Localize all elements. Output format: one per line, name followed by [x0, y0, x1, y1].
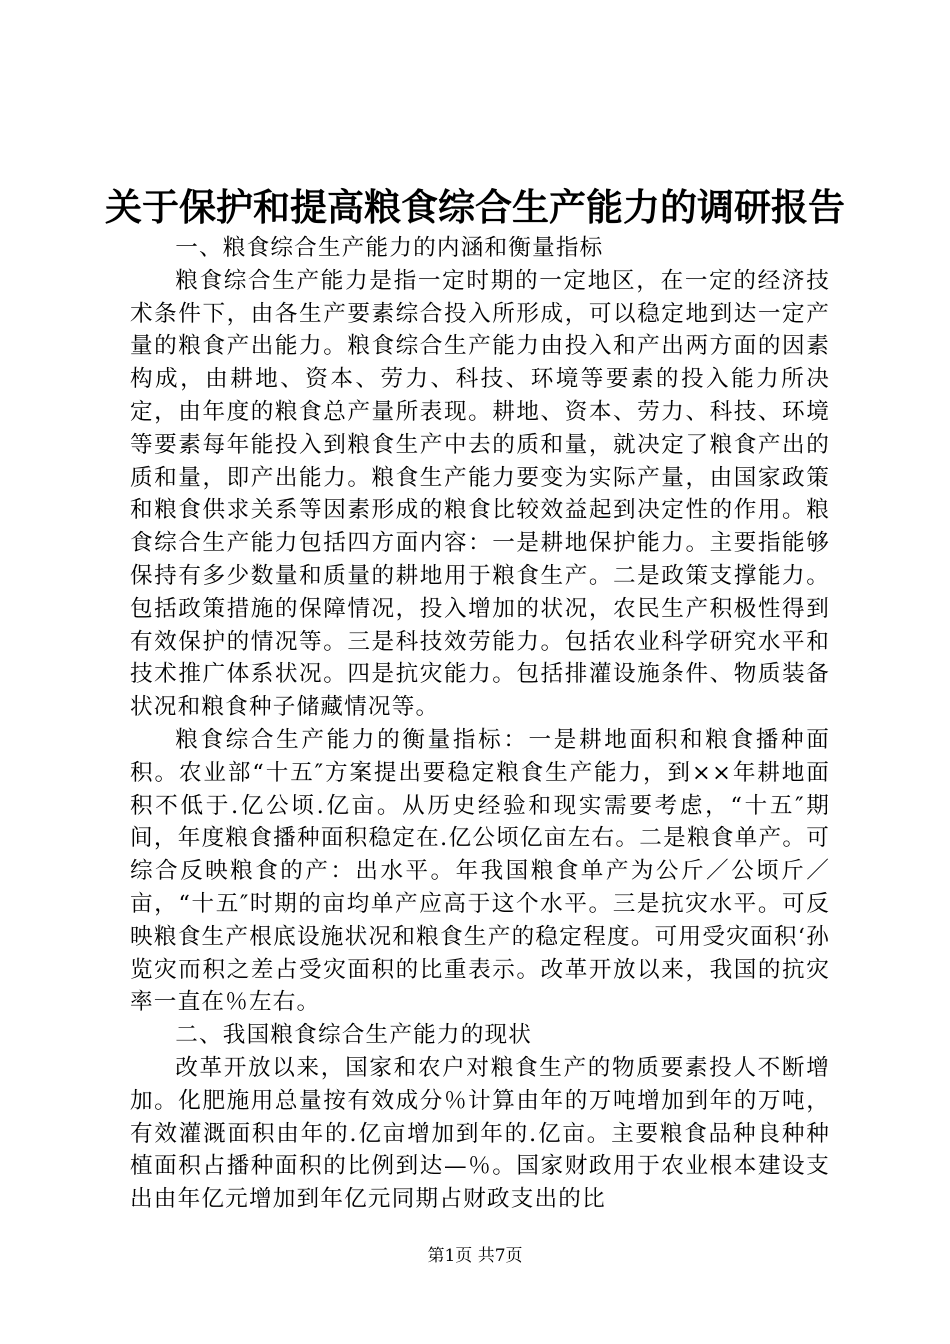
- paragraph-indicators: 粮食综合生产能力的衡量指标：一是耕地面积和粮食播种面积。农业部“十五″方案提出要稳定粮食生产能力，到××年耕地面积不低于.亿公顷.亿亩。从历史经验和现实需要考虑，“十五″期间，年度粮食播种面积稳定在.亿公顷亿亩左右。二是粮食单产。可综合反映粮食的产：出水平。年我国粮食单产为公斤／公顷斤／亩，“十五″时期的亩均单产应高于这个水平。三是抗灾水平。可反映粮食生产根底设施状况和粮食生产的稳定程度。可用受灾面积‘孙览灾而积之差占受灾面积的比重表示。改革开放以来，我国的抗灾率一直在％左右。: [130, 726, 830, 1016]
- section-heading-1: 一、粮食综合生产能力的内涵和衡量指标: [175, 235, 604, 261]
- document-body: [130, 232, 830, 1216]
- paragraph-definition: 粮食综合生产能力是指一定时期的一定地区，在一定的经济技术条件下，由各生产要素综合投入所形成，可以稳定地到达一定产量的粮食产出能力。粮食综合生产能力由投入和产出两方面的因素构成，由耕地、资本、劳力、科技、环境等要素的投入能力所决定，由年度的粮食总产量所表现。耕地、资本、劳力、科技、环境等要素每年能投入到粮食生产中去的质和量，就决定了粮食产出的质和量，即产出能力。粮食生产能力要变为实际产量，由国家政策和粮食供求关系等因素形成的粮食比较效益起到决定性的作用。粮食综合生产能力包括四方面内容：一是耕地保护能力。主要指能够保持有多少数量和质量的耕地用于粮食生产。二是政策支撑能力。包括政策措施的保障情况，投入增加的状况，农民生产积极性得到有效保护的情况等。三是科技效劳能力。包括农业科学研究水平和技术推广体系状况。四是抗灾能力。包括排灌设施条件、物质装备状况和粮食种子储藏情况等。: [130, 267, 830, 721]
- paragraph-current-status: 改革开放以来，国家和农户对粮食生产的物质要素投人不断增加。化肥施用总量按有效成分％计算由年的万吨增加到年的万吨，有效灌溉面积由年的.亿亩增加到年的.亿亩。主要粮食品种良种种植面积占播种面积的比例到达—％。国家财政用于农业根本建设支出由年亿元增加到年亿元同期占财政支出的比: [130, 1054, 830, 1213]
- section-heading-2: 二、我国粮食综合生产能力的现状: [175, 1022, 533, 1049]
- page-footer: 第1页 共7页: [427, 1246, 523, 1266]
- document-title: 关于保护和提高粮食综合生产能力的调研报告: [105, 185, 845, 229]
